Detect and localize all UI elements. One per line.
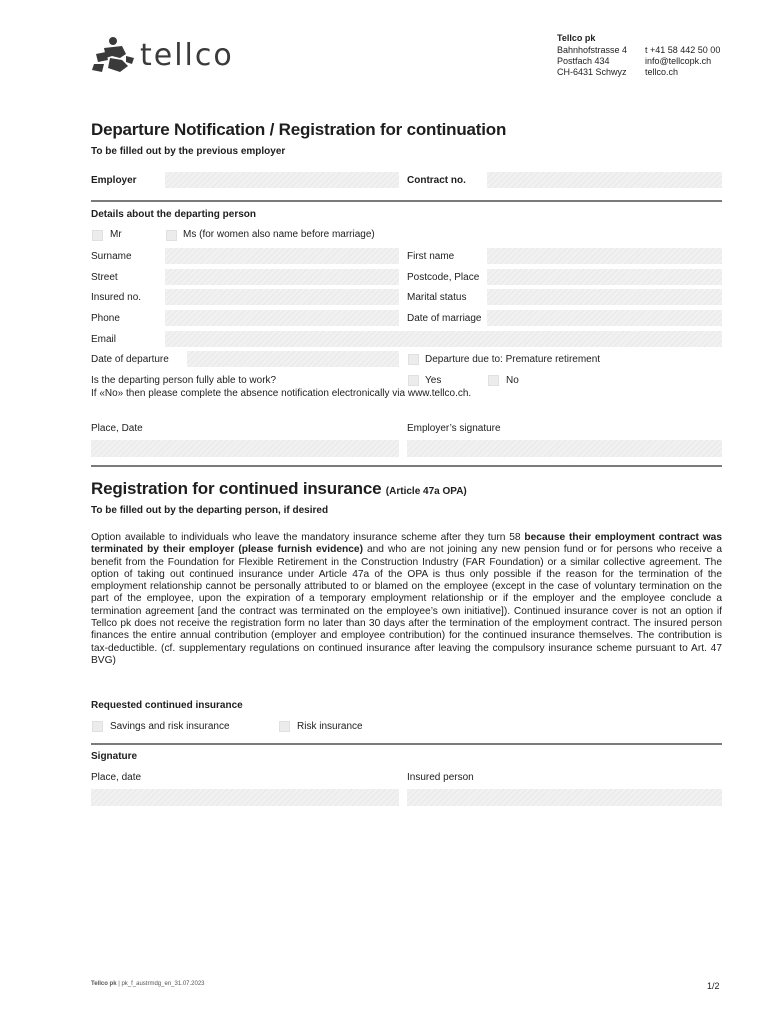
mr-label: Mr [110,229,122,240]
divider [91,200,722,202]
no-label: No [506,375,519,386]
contract-field[interactable] [487,172,722,188]
tellco-logo [90,34,250,76]
contract-label: Contract no. [407,175,466,186]
section1-subtitle: To be filled out by the previous employer [91,146,286,157]
footer-ref: | pk_f_austrmdg_en_31.07.2023 [116,981,205,987]
no-checkbox[interactable] [488,375,499,386]
insured-person-signature-field[interactable] [407,789,722,806]
details-heading: Details about the departing person [91,209,257,220]
place-date-field[interactable] [91,440,399,457]
para-bold-text: because their employment contract was terminated by their employer (please furnish evidence) [91,532,722,556]
premature-retirement-label: Departure due to: Premature retirement [425,354,601,365]
address-line: Postfach 434 [557,56,610,66]
departure-date-field[interactable] [187,351,399,367]
savings-risk-checkbox[interactable] [92,721,103,732]
marital-status-field[interactable] [487,289,722,305]
employer-signature-field[interactable] [407,440,722,457]
insured-no-label: Insured no. [91,292,142,303]
absence-note: If «No» then please complete the absence notification electronically via www.tellco.ch. [91,388,472,399]
risk-insurance-label: Risk insurance [297,721,363,732]
street-field[interactable] [165,269,399,285]
surname-field[interactable] [165,248,399,264]
phone-field[interactable] [165,310,399,326]
para-text: Option available to individuals who leave the mandatory insurance scheme after they turn 58 [91,532,525,543]
address-block [557,45,627,78]
insured-no-field[interactable] [165,289,399,305]
contact-block [645,45,720,78]
tellco-figure-icon [90,34,136,76]
section2-title-text: Registration for continued insurance [91,479,382,498]
postcode-field[interactable] [487,269,722,285]
ms-checkbox[interactable] [166,230,177,241]
address-line: Bahnhofstrasse 4 [557,45,628,55]
address-line: CH-6431 Schwyz [557,67,627,77]
yes-label: Yes [425,375,442,386]
email-label: Email [91,334,117,345]
website-contact: tellco.ch [645,67,679,77]
signature-heading: Signature [91,751,138,762]
postcode-label: Postcode, Place [407,272,480,283]
logo-text: tellco [140,38,234,73]
footer-doc-ref [91,981,205,987]
first-name-field[interactable] [487,248,722,264]
divider [91,465,722,467]
insured-place-date-label: Place, date [91,772,142,783]
section2-subtitle: To be filled out by the departing person, if desired [91,505,329,516]
page-number: 1/2 [707,981,720,991]
para-text: and who are not joining any new pension fund or for persons who receive a benefit from the Foundation for Flexible Retirement in the Construction Industry (FAR Foundation) or a similar collective agreement. The option of taking out continued insurance under Article 47a of the OPA is thus only possible if the reason for the termination of the employment relationship cannot be personally attributed to or blamed on the employee (except in the case of voluntary termination on the part of the employee, upon the expiration of a temporary employment relationship or if the employer and the employee conclude a termination agreement [and the contract was terminated on the employee’s own initiative]). Continued insurance cover is not an option if Tellco pk does not receive the registration form no later than 30 days after the termination of the employment contract. The insured person finances the entire annual contribution (employer and employee contribution) for the continued insurance themselves. The contribution is tax-deductible. (cf. supplementary regulations on continued insurance after leaving the compulsory insurance scheme pursuant to Art. 47 BVG) [91,544,722,666]
yes-checkbox[interactable] [408,375,419,386]
company-name: Tellco pk [557,33,596,43]
ms-label: Ms (for women also name before marriage) [183,229,375,240]
insured-person-label: Insured person [407,772,474,783]
insured-place-date-field[interactable] [91,789,399,806]
surname-label: Surname [91,251,132,262]
place-date-label: Place, Date [91,423,143,434]
continued-insurance-paragraph [91,532,722,667]
mr-checkbox[interactable] [92,230,103,241]
able-to-work-question: Is the departing person fully able to work? [91,375,277,386]
section2-title-suffix: (Article 47a OPA) [385,486,467,497]
employer-field[interactable] [165,172,399,188]
email-field[interactable] [165,331,722,347]
divider [91,743,722,745]
section2-title [91,479,467,499]
departure-date-label: Date of departure [91,354,169,365]
savings-risk-label: Savings and risk insurance [110,721,230,732]
marital-status-label: Marital status [407,292,467,303]
footer-company: Tellco pk [91,981,117,987]
premature-retirement-checkbox[interactable] [408,354,419,365]
first-name-label: First name [407,251,455,262]
employer-signature-label: Employer’s signature [407,423,501,434]
phone-label: Phone [91,313,120,324]
phone-contact: t +41 58 442 50 00 [645,45,721,55]
employer-label: Employer [91,175,137,186]
email-contact: info@tellcopk.ch [645,56,712,66]
marriage-date-label: Date of marriage [407,313,482,324]
requested-insurance-heading: Requested continued insurance [91,700,243,711]
page-title: Departure Notification / Registration for continuation [91,120,507,139]
marriage-date-field[interactable] [487,310,722,326]
risk-insurance-checkbox[interactable] [279,721,290,732]
street-label: Street [91,272,118,283]
